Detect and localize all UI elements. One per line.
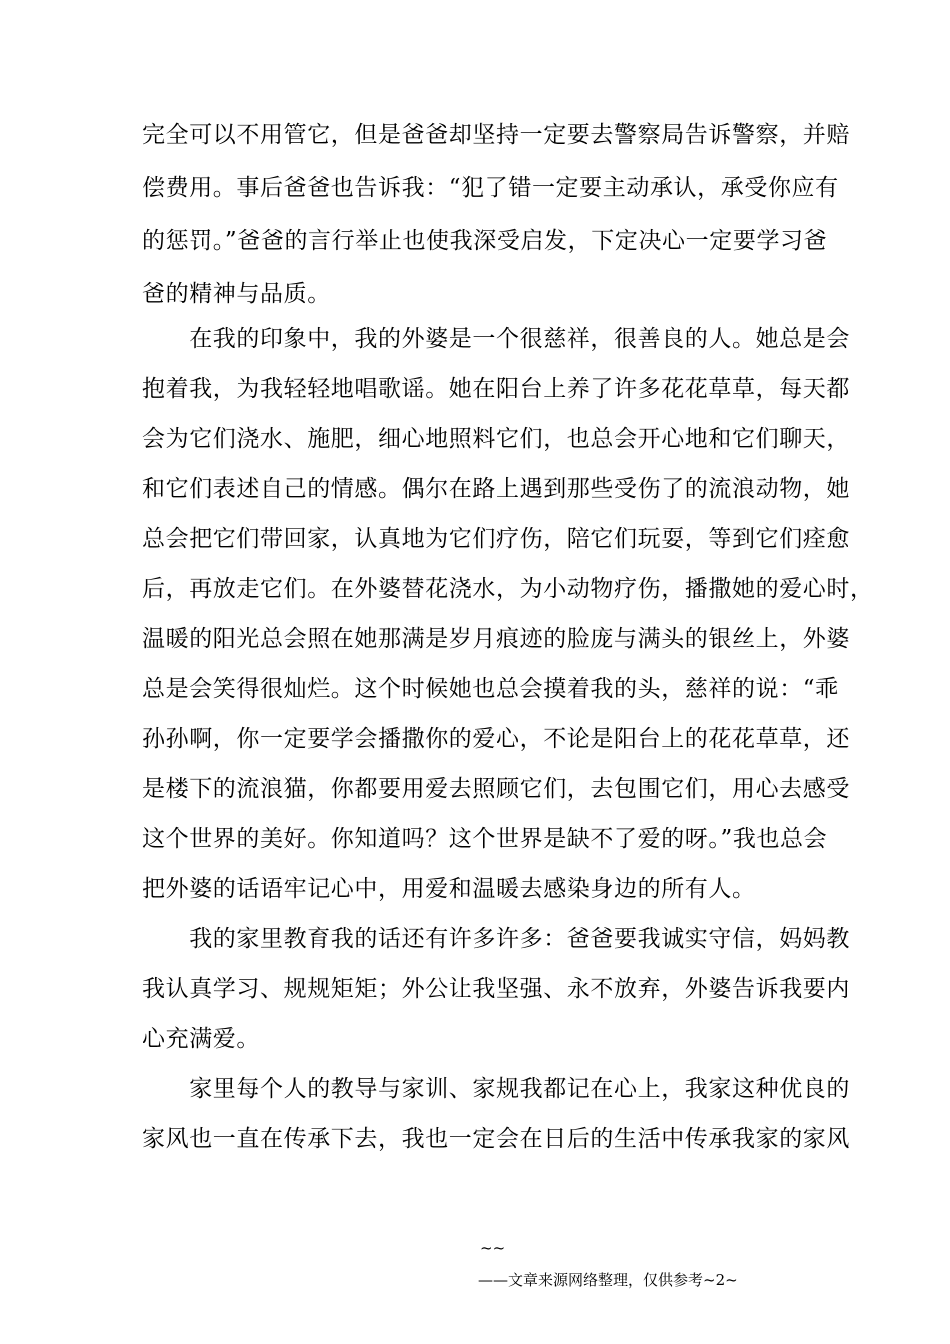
text-line: 我认真学习、规规矩矩；外公让我坚强、永不放弃，外婆告诉我要内 [142, 976, 850, 1002]
text-line: 这个世界的美好。你知道吗？这个世界是缺不了爱的呀。”我也总会 [142, 826, 828, 852]
text-line: 把外婆的话语牢记心中，用爱和温暖去感染身边的所有人。 [142, 876, 756, 902]
text-line: 心充满爱。 [142, 1026, 260, 1052]
text-line: 会为它们浇水、施肥，细心地照料它们，也总会开心地和它们聊天， [142, 426, 850, 452]
text-line: 爸的精神与品质。 [142, 281, 331, 307]
text-line: 家风也一直在传承下去，我也一定会在日后的生活中传承我家的家风 [142, 1126, 850, 1152]
text-line: 总会把它们带回家，认真地为它们疗伤，陪它们玩耍，等到它们痊愈 [142, 526, 850, 552]
text-line: 总是会笑得很灿烂。这个时候她也总会摸着我的头，慈祥的说：“乖 [142, 676, 839, 702]
footer-tilde: ~~ [480, 1239, 506, 1257]
paragraph-start-line: 家里每个人的教导与家训、家规我都记在心上，我家这种优良的 [142, 1076, 850, 1102]
text-line: 和它们表述自己的情感。偶尔在路上遇到那些受伤了的流浪动物，她 [142, 476, 850, 502]
text-line: 是楼下的流浪猫，你都要用爱去照顾它们，去包围它们，用心去感受 [142, 776, 850, 802]
text-line: 抱着我，为我轻轻地唱歌谣。她在阳台上养了许多花花草草，每天都 [142, 376, 850, 402]
text-line: 后，再放走它们。在外婆替花浇水，为小动物疗伤，播撒她的爱心时， [142, 576, 874, 602]
text-line: 温暖的阳光总会照在她那满是岁月痕迹的脸庞与满头的银丝上，外婆 [142, 626, 850, 652]
text-line: 的惩罚。”爸爸的言行举止也使我深受启发，下定决心一定要学习爸 [142, 228, 828, 254]
paragraph-start-line: 我的家里教育我的话还有许多许多：爸爸要我诚实守信，妈妈教 [142, 926, 850, 952]
text-line: 完全可以不用管它，但是爸爸却坚持一定要去警察局告诉警察，并赔 [142, 122, 850, 148]
text-line: 孙孙啊，你一定要学会播撒你的爱心，不论是阳台上的花花草草，还 [142, 726, 850, 752]
paragraph-start-line: 在我的印象中，我的外婆是一个很慈祥，很善良的人。她总是会 [142, 326, 850, 352]
text-line: 偿费用。事后爸爸也告诉我：“犯了错一定要主动承认，承受你应有 [142, 175, 839, 201]
footer-source-note: ——文章来源网络整理，仅供参考~2~ [478, 1271, 738, 1289]
